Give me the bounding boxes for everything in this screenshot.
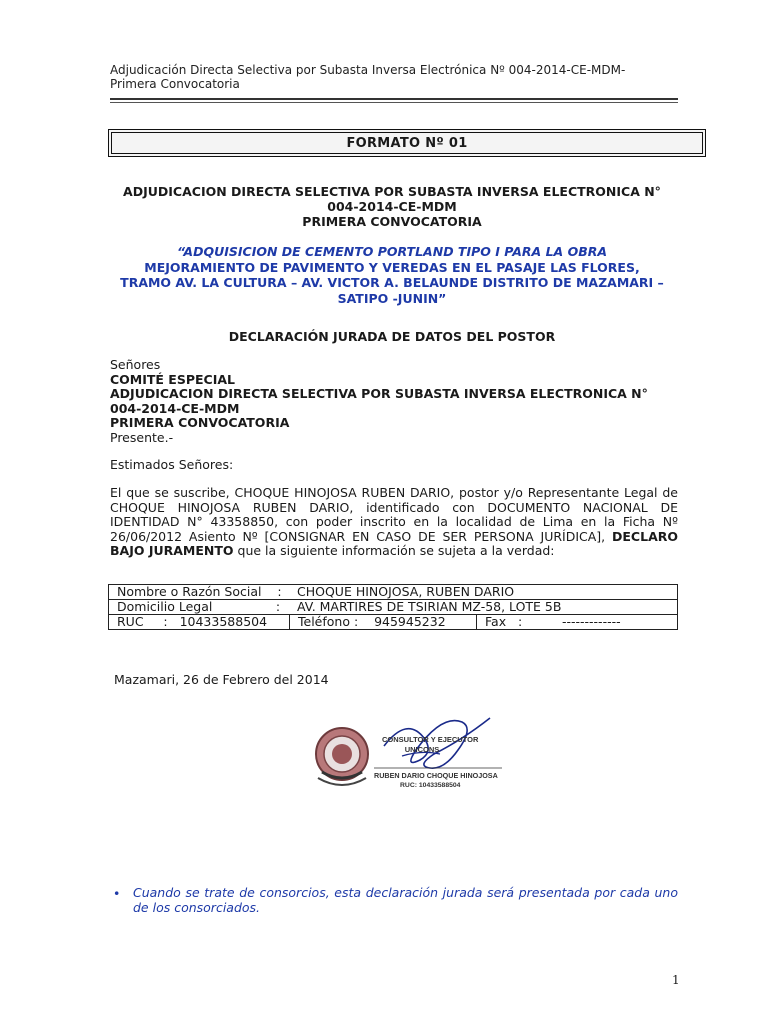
declaration-title: DECLARACIÓN JURADA DE DATOS DEL POSTOR	[228, 329, 556, 344]
header-divider	[110, 98, 678, 100]
greeting: Estimados Señores:	[110, 457, 234, 472]
addressee-block	[110, 358, 680, 445]
seal-icon	[316, 728, 368, 785]
paragraph-tail: que la siguiente información se sujeta a la verdad:	[233, 543, 555, 559]
table-row	[109, 600, 678, 615]
note-text: Cuando se trate de consorcios, esta declaración jurada será presentada por cada uno de los consorciados.	[133, 885, 678, 915]
project-line-1: “ADQUISICION DE CEMENTO PORTLAND TIPO I PARA LA OBRA	[176, 244, 608, 259]
title-line-3: PRIMERA CONVOCATORIA	[302, 214, 482, 229]
name-label: Nombre o Razón Social :	[117, 584, 282, 599]
bullet-icon: •	[113, 886, 121, 901]
table-row	[109, 585, 678, 600]
date-line: Mazamari, 26 de Febrero del 2014	[114, 672, 329, 687]
declaration-paragraph	[110, 486, 678, 559]
project-title	[108, 244, 676, 306]
phone-label: Teléfono :	[298, 614, 359, 629]
consortium-note	[113, 885, 678, 915]
table-row	[109, 615, 678, 630]
signature-stamp	[312, 710, 512, 800]
stamp-name: RUBEN DARIO CHOQUE HINOJOSA	[374, 771, 498, 780]
header-divider-thin	[110, 102, 678, 103]
stamp-line-1: CONSULTOR Y EJECUTOR	[382, 735, 479, 744]
formato-label: FORMATO Nº 01	[111, 132, 703, 154]
fax-label: Fax :	[485, 614, 523, 629]
page-header: Adjudicación Directa Selectiva por Subasta Inversa Electrónica Nº 004-2014-CE-MDM- Primera Convocatoria	[110, 63, 626, 91]
paragraph-body: El que se suscribe, CHOQUE HINOJOSA RUBEN DARIO, postor y/o Representante Legal de CHOQUE HINOJOSA RUBEN DARIO, identificado con DOCUMENTO NACIONAL DE IDENTIDAD N° 43358850, con poder inscrito en la localidad de Lima en la Ficha Nº 26/06/2012 Asiento Nº [CONSIGNAR EN CASO DE SER PERSONA JURÍDICA],	[110, 485, 678, 544]
title-line-1: ADJUDICACION DIRECTA SELECTIVA POR SUBASTA INVERSA ELECTRONICA N°	[123, 184, 661, 199]
addressee-line-2: 004-2014-CE-MDM	[110, 400, 240, 416]
project-line-4: SATIPO -JUNIN”	[337, 290, 447, 306]
project-line-2: MEJORAMIENTO DE PAVIMENTO Y VEREDAS EN EL PASAJE LAS FLORES,	[144, 259, 640, 275]
project-line-3: TRAMO AV. LA CULTURA – AV. VICTOR A. BELAUNDE DISTRITO DE MAZAMARI –	[120, 275, 664, 290]
table-cell	[109, 600, 678, 615]
addressee-line-1: ADJUDICACION DIRECTA SELECTIVA POR SUBASTA INVERSA ELECTRONICA N°	[110, 386, 648, 401]
addressee-line-3: PRIMERA CONVOCATORIA	[110, 415, 290, 430]
table-cell	[109, 585, 678, 600]
table-cell	[290, 615, 477, 630]
document-title	[108, 184, 676, 229]
ruc-value: 10433588504	[179, 614, 268, 629]
addressee-senores: Señores	[110, 357, 161, 372]
title-line-2: 004-2014-CE-MDM	[327, 199, 457, 214]
stamp-line-2: UNICONS	[404, 745, 440, 754]
address-value: AV. MARTIRES DE TSIRIAN MZ-58, LOTE 5B	[297, 599, 562, 614]
ruc-label: RUC :	[117, 614, 168, 629]
addressee-comite: COMITÉ ESPECIAL	[110, 371, 236, 387]
table-cell	[477, 615, 678, 630]
address-label: Domicilio Legal :	[117, 599, 281, 614]
phone-value: 945945232	[374, 614, 446, 629]
table-cell	[109, 615, 290, 630]
formato-box	[108, 129, 706, 157]
bidder-data-table	[108, 584, 678, 630]
paragraph-bold: DECLARO BAJO JURAMENTO	[110, 528, 678, 559]
fax-value: -------------	[561, 614, 621, 629]
page-number: 1	[672, 973, 680, 987]
stamp-ruc: RUC: 10433588504	[400, 782, 461, 789]
addressee-presente: Presente.-	[110, 429, 174, 445]
name-value: CHOQUE HINOJOSA, RUBEN DARIO	[297, 584, 515, 599]
